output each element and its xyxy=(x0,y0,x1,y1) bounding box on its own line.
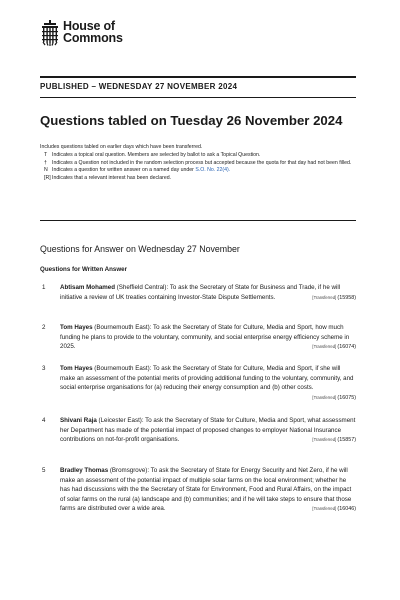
question-number: 5 xyxy=(42,467,46,474)
transferred-tag: [Transferred] xyxy=(312,506,337,512)
question-item xyxy=(40,364,356,403)
transferred-tag: [Transferred] xyxy=(312,294,337,300)
logo-line-2: Commons xyxy=(63,31,123,45)
section-heading: Questions for Answer on Wednesday 27 November xyxy=(40,244,240,254)
question-body xyxy=(60,416,356,446)
question-text: To ask the Secretary of State for Culture, Media and Sport, what assessment her Department has made of the potential impact of proposed changes to employer National Insurance contributions on not-for-profit organisations. xyxy=(60,417,356,444)
transferred-tag: [Transferred] xyxy=(312,394,337,400)
question-footer xyxy=(312,435,356,446)
constituency: (Bromsgrove): xyxy=(108,467,151,474)
top-divider xyxy=(40,76,356,78)
question-body xyxy=(60,323,356,353)
question-number: 4 xyxy=(42,417,46,424)
member-name: Tom Hayes xyxy=(60,365,93,372)
house-of-commons-logo xyxy=(40,20,123,46)
legend-text xyxy=(52,167,356,175)
question-footer xyxy=(312,393,356,404)
legend-intro: Includes questions tabled on earlier days which have been transferred. xyxy=(40,144,203,150)
question-item xyxy=(40,283,356,303)
constituency: (Bournemouth East): xyxy=(92,365,153,372)
legend-text: Indicates a topical oral question. Members are selected by ballot to ask a Topical Question. xyxy=(52,152,261,159)
question-footer xyxy=(312,504,356,515)
question-text: To ask the Secretary of State for Culture, Media and Sport, if she will make an assessment of the potential merits of providing additional funding to the voluntary, community, and social enterprise organisations for (a) reducing their energy consumption and (b) other costs. xyxy=(60,365,354,392)
legend-text: Indicates a Question not included in the random selection process but accepted because the quota for that day had not been filled. xyxy=(52,159,352,166)
question-number: 2 xyxy=(42,324,46,331)
question-body xyxy=(60,364,356,403)
standing-order-link[interactable]: S.O. No. 22(4). xyxy=(195,167,231,174)
question-item xyxy=(40,416,356,446)
question-body xyxy=(60,466,356,515)
question-text: To ask the Secretary of State for Culture, Media and Sport, how much funding he plans to provide to the voluntary, community, and social enterprise energy efficiency scheme in 2025. xyxy=(60,324,350,351)
member-name: Shivani Raja xyxy=(60,417,97,424)
legend-symbol: T xyxy=(44,152,48,159)
question-number: 3 xyxy=(42,365,46,372)
question-uin: (16075) xyxy=(337,394,356,401)
legend-text: Indicates that a relevant interest has been declared. xyxy=(52,174,172,181)
constituency: (Sheffield Central): xyxy=(115,284,170,291)
question-footer xyxy=(312,293,356,304)
question-text: To ask the Secretary of State for Business and Trade, if he will initiative a review of UK treaties containing Investor-State Dispute Settlements. xyxy=(60,284,341,301)
legend-symbol: † xyxy=(44,159,47,166)
question-uin: (15857) xyxy=(337,437,356,444)
published-date: PUBLISHED – WEDNESDAY 27 NOVEMBER 2024 xyxy=(40,82,238,91)
portcullis-icon xyxy=(40,20,60,46)
legend-divider xyxy=(40,220,356,221)
symbol-legend xyxy=(40,144,356,182)
question-footer xyxy=(312,342,356,353)
sub-heading: Questions for Written Answer xyxy=(40,266,127,273)
member-name: Bradley Thomas xyxy=(60,467,109,474)
question-item xyxy=(40,466,356,515)
legend-item xyxy=(40,167,356,175)
legend-item xyxy=(40,160,356,168)
question-uin: (16046) xyxy=(337,506,356,513)
constituency: (Leicester East): xyxy=(96,417,146,424)
transferred-tag: [Transferred] xyxy=(312,344,337,350)
logo-line-1: House of xyxy=(63,19,115,33)
legend-symbol: N xyxy=(44,167,48,174)
question-item xyxy=(40,323,356,353)
legend-symbol: [R] xyxy=(44,174,51,181)
constituency: (Bournemouth East): xyxy=(92,324,153,331)
page-title: Questions tabled on Tuesday 26 November 2024 xyxy=(40,113,343,128)
question-uin: (16074) xyxy=(337,344,356,351)
transferred-tag: [Transferred] xyxy=(312,437,337,443)
legend-text-main: Indicates a question for written answer on a named day under xyxy=(52,167,196,174)
member-name: Abtisam Mohamed xyxy=(60,284,116,291)
question-uin: (15958) xyxy=(337,294,356,301)
legend-item xyxy=(40,175,356,183)
legend-item xyxy=(40,152,356,160)
question-body xyxy=(60,283,356,303)
member-name: Tom Hayes xyxy=(60,324,93,331)
question-number: 1 xyxy=(42,284,46,291)
logo-wordmark xyxy=(63,20,123,44)
question-text: To ask the Secretary of State for Energy Security and Net Zero, if he will make an assessment of the potential impact of multiple solar farms on the local environment; whether he has had discussions with the the Secretary of State for Environment, Food and Rural Affairs, on the impact of solar farms on the rural (a) landscape and (b) communities; and if he will take steps to ensure that those farms are distributed over a wide area. xyxy=(60,467,352,513)
published-divider xyxy=(40,97,356,98)
